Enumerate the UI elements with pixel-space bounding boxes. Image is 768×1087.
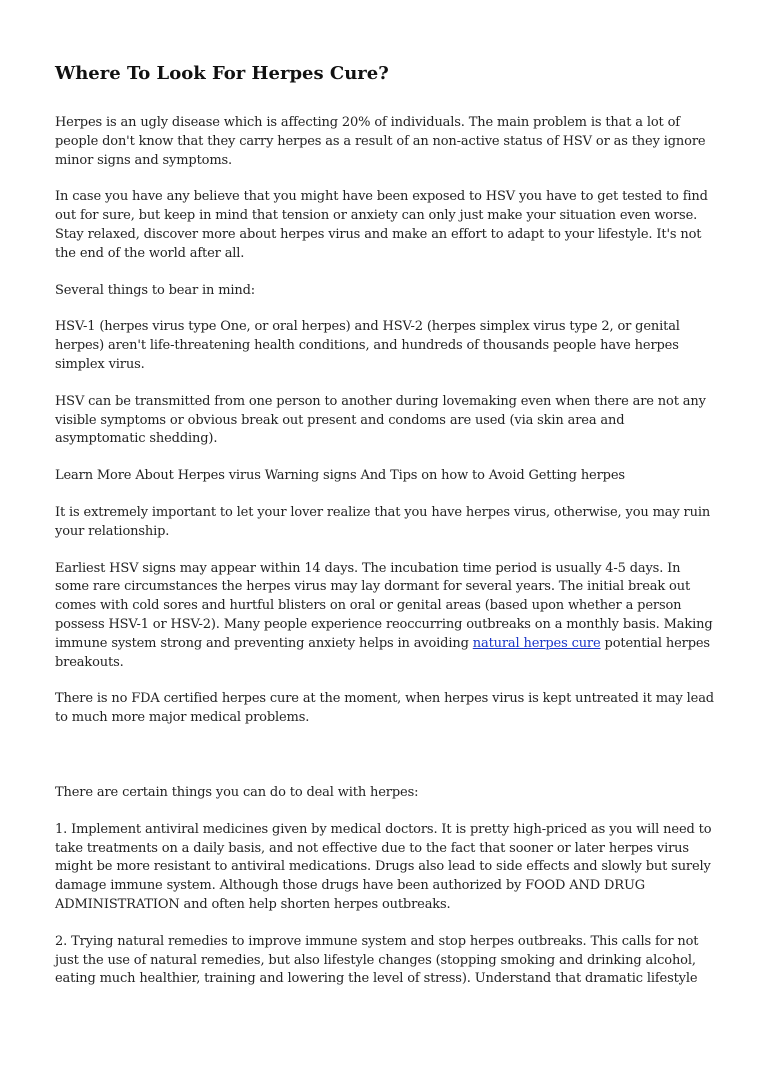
paragraph-intro: Herpes is an ugly disease which is affecting 20% of individuals. The main problem is that a lot of people don't know that they carry herpes as a result of an non-active status of HSV or as they ignore minor signs and symptoms. <box>55 115 706 168</box>
paragraph-things-to-do: There are certain things you can do to deal with herpes: <box>55 784 419 800</box>
paragraph-symptoms <box>55 560 715 673</box>
paragraph-tell-partner: It is extremely important to let your lover realize that you have herpes virus, otherwise, you may ruin your relationship. <box>55 504 711 539</box>
paragraph-transmission: HSV can be transmitted from one person to another during lovemaking even when there are not any visible symptoms or obvious break out present and condoms are used (via skin area and asymptomatic shedding). <box>55 393 706 447</box>
paragraph-symptoms-tail: potential herpes breakouts. <box>55 635 710 670</box>
page-title: Where To Look For Herpes Cure? <box>55 63 389 84</box>
paragraph-natural-remedies: 2. Trying natural remedies to improve immune system and stop herpes outbreaks. This calls for not just the use of natural remedies, but also lifestyle changes (stopping smoking and drinking alcohol, eating much healthier, training and lowering the level of stress). Understand that dramatic lifestyle <box>55 933 699 987</box>
paragraph-antiviral: 1. Implement antiviral medicines given by medical doctors. It is pretty high-priced as you will need to take treatments on a daily basis, and not effective due to the fact that sooner or later herpes virus might be more resistant to antiviral medications. Drugs also lead to side effects and slowly but surely damage immune system. Although those drugs have been authorized by FOOD AND DRUG ADMINISTRATION and often help shorten herpes outbreaks. <box>55 821 712 912</box>
paragraph-symptoms-text: Earliest HSV signs may appear within 14 days. The incubation time period is usually 4-5 days. In some rare circumstances the herpes virus may lay dormant for several years. The initial break out comes with cold sores and hurtful blisters on oral or genital areas (based upon whether a person possess HSV-1 or HSV-2). Many people experience reoccurring outbreaks on a monthly basis. Making immune system strong and preventing anxiety helps in avoiding <box>55 560 713 651</box>
paragraph-no-cure: There is no FDA certified herpes cure at the moment, when herpes virus is kept untreated it may lead to much more major medical problems. <box>55 691 714 726</box>
natural-herpes-cure-link[interactable]: natural herpes cure <box>472 635 601 651</box>
paragraph-hsv-types: HSV-1 (herpes virus type One, or oral herpes) and HSV-2 (herpes simplex virus type 2, or genital herpes) aren't life-threatening health conditions, and hundreds of thousands people have herpes simplex virus. <box>55 319 680 372</box>
blank-space <box>55 746 715 784</box>
paragraph-learn-more: Learn More About Herpes virus Warning signs And Tips on how to Avoid Getting herpes <box>55 468 625 484</box>
document-page <box>55 62 715 1007</box>
paragraph-things-to-remember: Several things to bear in mind: <box>55 282 256 298</box>
paragraph-testing: In case you have any believe that you might have been exposed to HSV you have to get tested to find out for sure, but keep in mind that tension or anxiety can only just make your situation even worse. Stay relaxed, discover more about herpes virus and make an effort to adapt to your lifestyle. It's not the end of the world after all. <box>55 189 708 261</box>
